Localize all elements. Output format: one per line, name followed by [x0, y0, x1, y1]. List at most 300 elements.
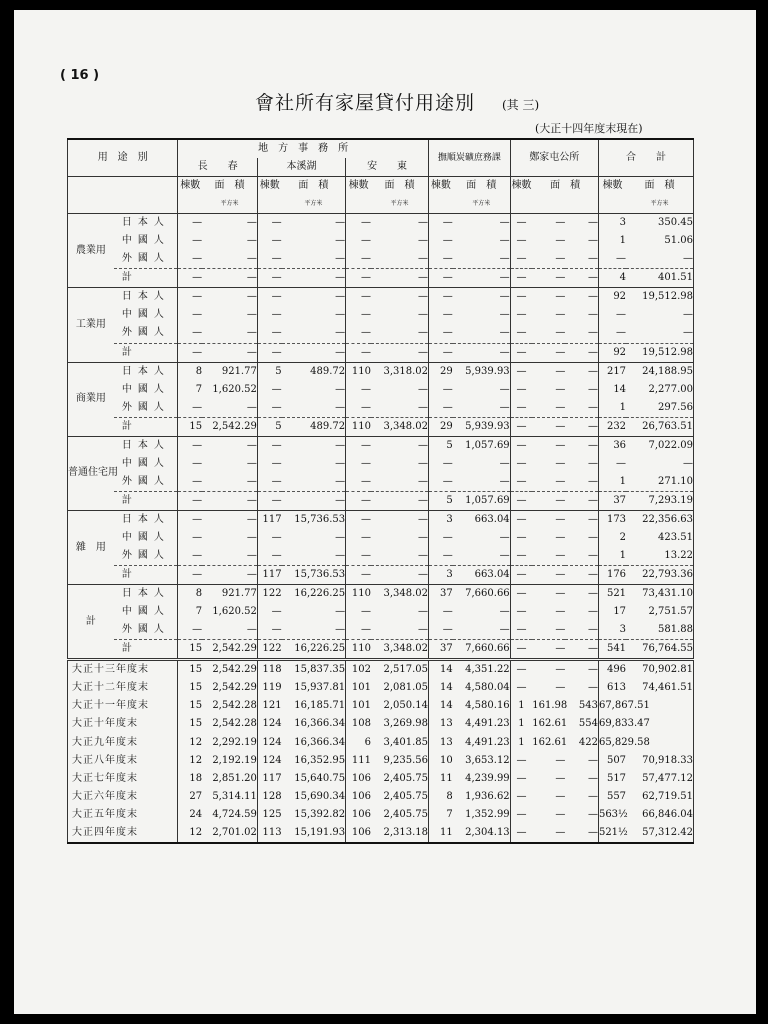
zj-area: 162.61: [532, 718, 568, 730]
bx-count: 124: [257, 734, 281, 752]
fs-area: —: [499, 383, 510, 395]
total-count: 1: [598, 473, 626, 492]
row-label: 計: [121, 272, 138, 284]
zj-extra: —: [587, 826, 598, 838]
total-area: 57,312.42: [642, 826, 693, 838]
ad-count: —: [346, 510, 371, 529]
zj-area: —: [555, 457, 566, 469]
zj-count: —: [510, 752, 532, 770]
ad-area: 3,348.02: [383, 420, 428, 432]
zj-area: —: [555, 253, 566, 265]
fs-count: —: [428, 399, 452, 418]
zj-count: —: [510, 214, 532, 233]
year-label: 大正六年度末: [72, 790, 138, 802]
fs-count: 14: [428, 679, 452, 697]
cc-area: —: [246, 475, 257, 487]
zj-extra: 554: [578, 718, 598, 730]
cc-count: 18: [178, 770, 202, 788]
total-count: 176: [598, 566, 626, 585]
zj-count: —: [510, 232, 532, 250]
total-area: 76,764.55: [642, 643, 693, 655]
cc-area: 2,542.28: [212, 700, 257, 712]
ad-area: —: [417, 401, 428, 413]
zj-area: —: [555, 664, 566, 676]
cc-area: 2,542.29: [212, 664, 257, 676]
ad-count: —: [346, 529, 371, 547]
ad-area: —: [417, 494, 428, 506]
cc-count: 27: [178, 788, 202, 806]
total-area: 2,751.57: [648, 606, 693, 618]
bx-count: 117: [257, 566, 281, 585]
ad-count: 108: [346, 715, 371, 733]
ad-count: 110: [346, 585, 371, 604]
zj-extra: —: [587, 401, 598, 413]
zj-count: —: [510, 473, 532, 492]
fs-count: —: [428, 455, 452, 473]
fs-count: —: [428, 214, 452, 233]
zj-count: —: [510, 250, 532, 269]
row-label: 中國人: [121, 309, 170, 321]
header-area: 面 積: [466, 180, 497, 192]
fs-area: —: [499, 291, 510, 303]
total-count: 1: [598, 232, 626, 250]
cc-area: 2,542.29: [212, 643, 257, 655]
ad-count: —: [346, 324, 371, 343]
cc-count: —: [178, 473, 202, 492]
bx-area: 15,392.82: [294, 808, 346, 820]
cc-count: —: [178, 399, 202, 418]
category-label: 商業用: [68, 362, 114, 436]
zj-area: —: [555, 217, 566, 229]
cc-area: —: [246, 624, 257, 636]
table-row: [68, 510, 694, 529]
row-label: 日本人: [121, 291, 170, 303]
zj-area: —: [555, 624, 566, 636]
ad-area: 2,081.05: [383, 682, 428, 694]
zj-extra: 422: [578, 736, 598, 748]
total-count: 521: [598, 585, 626, 604]
total-count: 14: [598, 381, 626, 399]
total-count: 92: [598, 343, 626, 362]
bx-area: 15,690.34: [294, 790, 346, 802]
ad-count: —: [346, 343, 371, 362]
cc-count: —: [178, 566, 202, 585]
ad-count: —: [346, 250, 371, 269]
cc-count: —: [178, 510, 202, 529]
total-count: 36: [598, 436, 626, 455]
zj-extra: —: [587, 513, 598, 525]
table-row: [68, 640, 694, 660]
header-total: 合 計: [598, 139, 693, 177]
total-area: 51.06: [664, 235, 693, 247]
zj-area: —: [555, 365, 566, 377]
ad-count: 110: [346, 417, 371, 436]
data-table: [67, 138, 694, 844]
zj-extra: —: [587, 272, 598, 284]
cc-area: —: [246, 550, 257, 562]
total-count: 67,867.51: [598, 697, 626, 715]
unit-label: 平方米: [650, 200, 669, 208]
table-row: [68, 566, 694, 585]
category-label: 農業用: [68, 214, 114, 288]
ad-area: —: [417, 253, 428, 265]
cc-area: —: [246, 309, 257, 321]
bx-area: 489.72: [310, 420, 346, 432]
cc-count: 15: [178, 417, 202, 436]
total-area: 19,512.98: [642, 346, 693, 358]
cc-area: —: [246, 253, 257, 265]
unit-label: 平方米: [472, 200, 491, 208]
cc-count: —: [178, 343, 202, 362]
zj-area: —: [555, 772, 566, 784]
year-label: 大正十年度末: [72, 718, 138, 730]
bx-count: —: [257, 603, 281, 621]
header-count: 棟數: [178, 177, 202, 196]
cc-area: —: [246, 291, 257, 303]
fs-count: —: [428, 269, 452, 288]
fs-area: 5,939.93: [465, 420, 510, 432]
total-area: 581.88: [658, 624, 693, 636]
cc-area: 4,724.59: [212, 808, 257, 820]
zj-count: —: [510, 824, 532, 843]
fs-count: 3: [428, 566, 452, 585]
fs-count: 11: [428, 824, 452, 843]
header-area: 面 積: [384, 180, 415, 192]
cc-count: —: [178, 455, 202, 473]
fs-area: —: [499, 309, 510, 321]
table-row: [68, 806, 694, 824]
zj-count: —: [510, 381, 532, 399]
total-area: —: [683, 253, 693, 265]
bx-area: —: [335, 532, 346, 543]
zj-area: —: [555, 401, 566, 413]
ad-count: —: [346, 603, 371, 621]
zj-extra: —: [587, 550, 598, 562]
ad-count: —: [346, 306, 371, 324]
zj-count: —: [510, 621, 532, 640]
ad-area: —: [417, 272, 428, 284]
cc-count: 15: [178, 679, 202, 697]
zj-count: —: [510, 510, 532, 529]
ad-count: 6: [346, 734, 371, 752]
zj-extra: —: [587, 253, 598, 265]
fs-count: —: [428, 343, 452, 362]
fs-count: 37: [428, 640, 452, 660]
header-area: 面 積: [644, 180, 675, 192]
bx-area: —: [335, 401, 346, 413]
table-row: [68, 269, 694, 288]
fs-area: —: [499, 550, 510, 562]
fs-area: —: [499, 327, 510, 339]
total-area: 7,293.19: [648, 494, 693, 506]
cc-area: 2,701.02: [212, 826, 257, 838]
zj-extra: —: [587, 643, 598, 655]
unit-label: 平方米: [220, 200, 239, 208]
bx-count: —: [257, 306, 281, 324]
total-count: 3: [598, 621, 626, 640]
total-area: —: [683, 309, 693, 321]
zj-area: —: [555, 309, 566, 321]
header-count: 棟數: [598, 177, 626, 196]
ad-area: 2,405.75: [383, 790, 428, 802]
ad-count: —: [346, 214, 371, 233]
ad-count: 106: [346, 788, 371, 806]
row-label: 中國人: [121, 606, 170, 618]
zj-extra: —: [587, 309, 598, 321]
ad-count: 110: [346, 640, 371, 660]
zj-area: —: [555, 754, 566, 766]
ad-area: —: [417, 217, 428, 229]
table-row: [68, 603, 694, 621]
zj-extra: —: [587, 235, 598, 247]
fs-count: 29: [428, 362, 452, 381]
bx-count: —: [257, 399, 281, 418]
total-count: 65,829.58: [598, 734, 626, 752]
total-area: —: [683, 457, 693, 469]
total-area: 423.51: [658, 532, 693, 543]
table-row: [68, 734, 694, 752]
bx-area: 15,736.53: [294, 513, 346, 525]
zj-area: —: [555, 808, 566, 820]
fs-area: 663.04: [474, 569, 510, 581]
zj-area: —: [555, 475, 566, 487]
zj-count: —: [510, 306, 532, 324]
cc-area: —: [246, 439, 257, 451]
total-count: 69,833.47: [598, 715, 626, 733]
row-label: 外國人: [121, 253, 170, 265]
fs-area: —: [499, 457, 510, 469]
bx-count: —: [257, 529, 281, 547]
fs-area: —: [499, 606, 510, 618]
bx-count: —: [257, 343, 281, 362]
zj-extra: —: [587, 606, 598, 618]
bx-area: —: [335, 309, 346, 321]
bx-area: 16,352.95: [294, 754, 346, 766]
ad-count: —: [346, 399, 371, 418]
bx-count: 5: [257, 362, 281, 381]
title-part-label: (其 三): [502, 98, 540, 112]
bx-count: —: [257, 288, 281, 307]
zj-count: —: [510, 640, 532, 660]
header-changchun: 長 春: [178, 158, 257, 177]
ad-area: —: [417, 235, 428, 247]
fs-count: 14: [428, 697, 452, 715]
ad-area: 3,348.02: [383, 643, 428, 655]
zj-area: —: [555, 494, 566, 506]
ad-area: —: [417, 309, 428, 321]
year-label: 大正十一年度末: [72, 700, 149, 712]
ad-area: —: [417, 346, 428, 358]
total-count: 3: [598, 214, 626, 233]
fs-count: 5: [428, 436, 452, 455]
fs-area: 1,057.69: [465, 494, 510, 506]
bx-area: —: [335, 327, 346, 339]
fs-area: —: [499, 346, 510, 358]
zj-area: —: [555, 235, 566, 247]
table-row: [68, 214, 694, 233]
fs-count: 7: [428, 806, 452, 824]
cc-count: —: [178, 621, 202, 640]
cc-count: 7: [178, 603, 202, 621]
bx-area: —: [335, 272, 346, 284]
fs-area: 4,580.16: [465, 700, 510, 712]
zj-extra: —: [587, 682, 598, 694]
fs-area: 4,580.04: [465, 682, 510, 694]
row-label: 計: [121, 569, 138, 581]
ad-area: 2,050.14: [383, 700, 428, 712]
fs-count: —: [428, 603, 452, 621]
cc-area: —: [246, 494, 257, 506]
total-area: 73,431.10: [642, 588, 693, 600]
cc-count: 12: [178, 734, 202, 752]
cc-count: —: [178, 288, 202, 307]
fs-area: 7,660.66: [465, 643, 510, 655]
total-count: 563½: [598, 806, 626, 824]
fs-area: 3,653.12: [465, 754, 510, 766]
ad-count: 111: [346, 752, 371, 770]
ad-count: 101: [346, 679, 371, 697]
zj-extra: —: [587, 346, 598, 358]
total-count: 541: [598, 640, 626, 660]
table-row: [68, 824, 694, 843]
fs-count: —: [428, 381, 452, 399]
ad-count: —: [346, 381, 371, 399]
fs-area: 663.04: [474, 513, 510, 525]
table-row: [68, 288, 694, 307]
header-local-office: 地 方 事 務 所: [178, 139, 429, 158]
ad-area: —: [417, 569, 428, 581]
bx-area: —: [335, 494, 346, 506]
zj-area: —: [555, 327, 566, 339]
bx-area: 15,937.81: [294, 682, 346, 694]
ad-count: —: [346, 491, 371, 510]
table-row: [68, 362, 694, 381]
ad-area: 9,235.56: [383, 754, 428, 766]
cc-count: —: [178, 306, 202, 324]
zj-area: —: [555, 569, 566, 581]
zj-count: —: [510, 455, 532, 473]
bx-area: —: [335, 253, 346, 265]
zj-count: —: [510, 806, 532, 824]
zj-area: —: [555, 550, 566, 562]
fs-area: —: [499, 401, 510, 413]
table-row: [68, 250, 694, 269]
zj-extra: —: [587, 217, 598, 229]
total-area: 24,188.95: [642, 365, 693, 377]
zj-extra: —: [587, 532, 598, 543]
zj-extra: —: [587, 808, 598, 820]
cc-count: 8: [178, 585, 202, 604]
bx-count: —: [257, 381, 281, 399]
bx-area: 16,185.71: [294, 700, 346, 712]
total-count: —: [598, 306, 626, 324]
zj-area: —: [555, 420, 566, 432]
fs-area: 4,351.22: [465, 664, 510, 676]
cc-area: 2,292.19: [212, 736, 257, 748]
table-row: [68, 752, 694, 770]
fs-area: 2,304.13: [465, 826, 510, 838]
total-count: 92: [598, 288, 626, 307]
fs-count: —: [428, 250, 452, 269]
total-area: 297.56: [658, 401, 693, 413]
fs-area: 4,491.23: [465, 718, 510, 730]
table-row: [68, 343, 694, 362]
cc-count: —: [178, 529, 202, 547]
fs-count: —: [428, 473, 452, 492]
total-count: —: [598, 324, 626, 343]
zj-extra: —: [587, 624, 598, 636]
zj-extra: —: [587, 754, 598, 766]
header-count: 棟數: [346, 177, 371, 196]
cc-area: —: [246, 272, 257, 284]
ad-count: —: [346, 566, 371, 585]
total-area: 271.10: [658, 475, 693, 487]
cc-area: 2,542.29: [212, 682, 257, 694]
cc-count: 12: [178, 752, 202, 770]
total-area: 401.51: [658, 272, 693, 284]
bx-area: 16,366.34: [294, 736, 346, 748]
zj-area: —: [555, 346, 566, 358]
fs-count: 14: [428, 660, 452, 680]
zj-area: 162.61: [532, 736, 568, 748]
zj-extra: —: [587, 588, 598, 600]
zj-count: 1: [510, 697, 532, 715]
zj-extra: —: [587, 457, 598, 469]
cc-count: 15: [178, 697, 202, 715]
bx-area: —: [335, 235, 346, 247]
fs-count: —: [428, 547, 452, 566]
zj-count: —: [510, 788, 532, 806]
header-benxihu: 本溪湖: [257, 158, 345, 177]
bx-area: —: [335, 550, 346, 562]
year-label: 大正九年度末: [72, 736, 138, 748]
cc-area: 1,620.52: [212, 383, 257, 395]
total-area: 74,461.51: [642, 682, 693, 694]
bx-count: —: [257, 269, 281, 288]
header-row-top: [68, 139, 694, 158]
bx-area: 15,736.53: [294, 569, 346, 581]
cc-count: —: [178, 250, 202, 269]
zj-area: 161.98: [532, 700, 568, 712]
fs-area: —: [499, 624, 510, 636]
ad-area: —: [417, 327, 428, 339]
ad-area: —: [417, 383, 428, 395]
cc-count: 12: [178, 824, 202, 843]
zj-area: —: [555, 790, 566, 802]
table-row: [68, 697, 694, 715]
cc-count: 7: [178, 381, 202, 399]
total-area: 22,793.36: [642, 569, 693, 581]
zj-area: —: [555, 513, 566, 525]
header-count: 棟數: [257, 177, 281, 196]
bx-count: —: [257, 214, 281, 233]
ad-area: 3,318.02: [383, 365, 428, 377]
row-label: 外國人: [121, 550, 170, 562]
total-area: 70,902.81: [642, 664, 693, 676]
bx-count: —: [257, 473, 281, 492]
ad-count: —: [346, 621, 371, 640]
category-label: 普通住宅用: [68, 436, 114, 510]
bx-area: —: [335, 606, 346, 618]
header-zhengjiatun: 鄭家屯公所: [510, 139, 598, 177]
cc-area: 921.77: [221, 365, 257, 377]
cc-area: 5,314.11: [212, 790, 257, 802]
ad-area: —: [417, 532, 428, 543]
table-row: [68, 455, 694, 473]
fs-area: —: [499, 475, 510, 487]
table-row: [68, 585, 694, 604]
ad-count: —: [346, 288, 371, 307]
